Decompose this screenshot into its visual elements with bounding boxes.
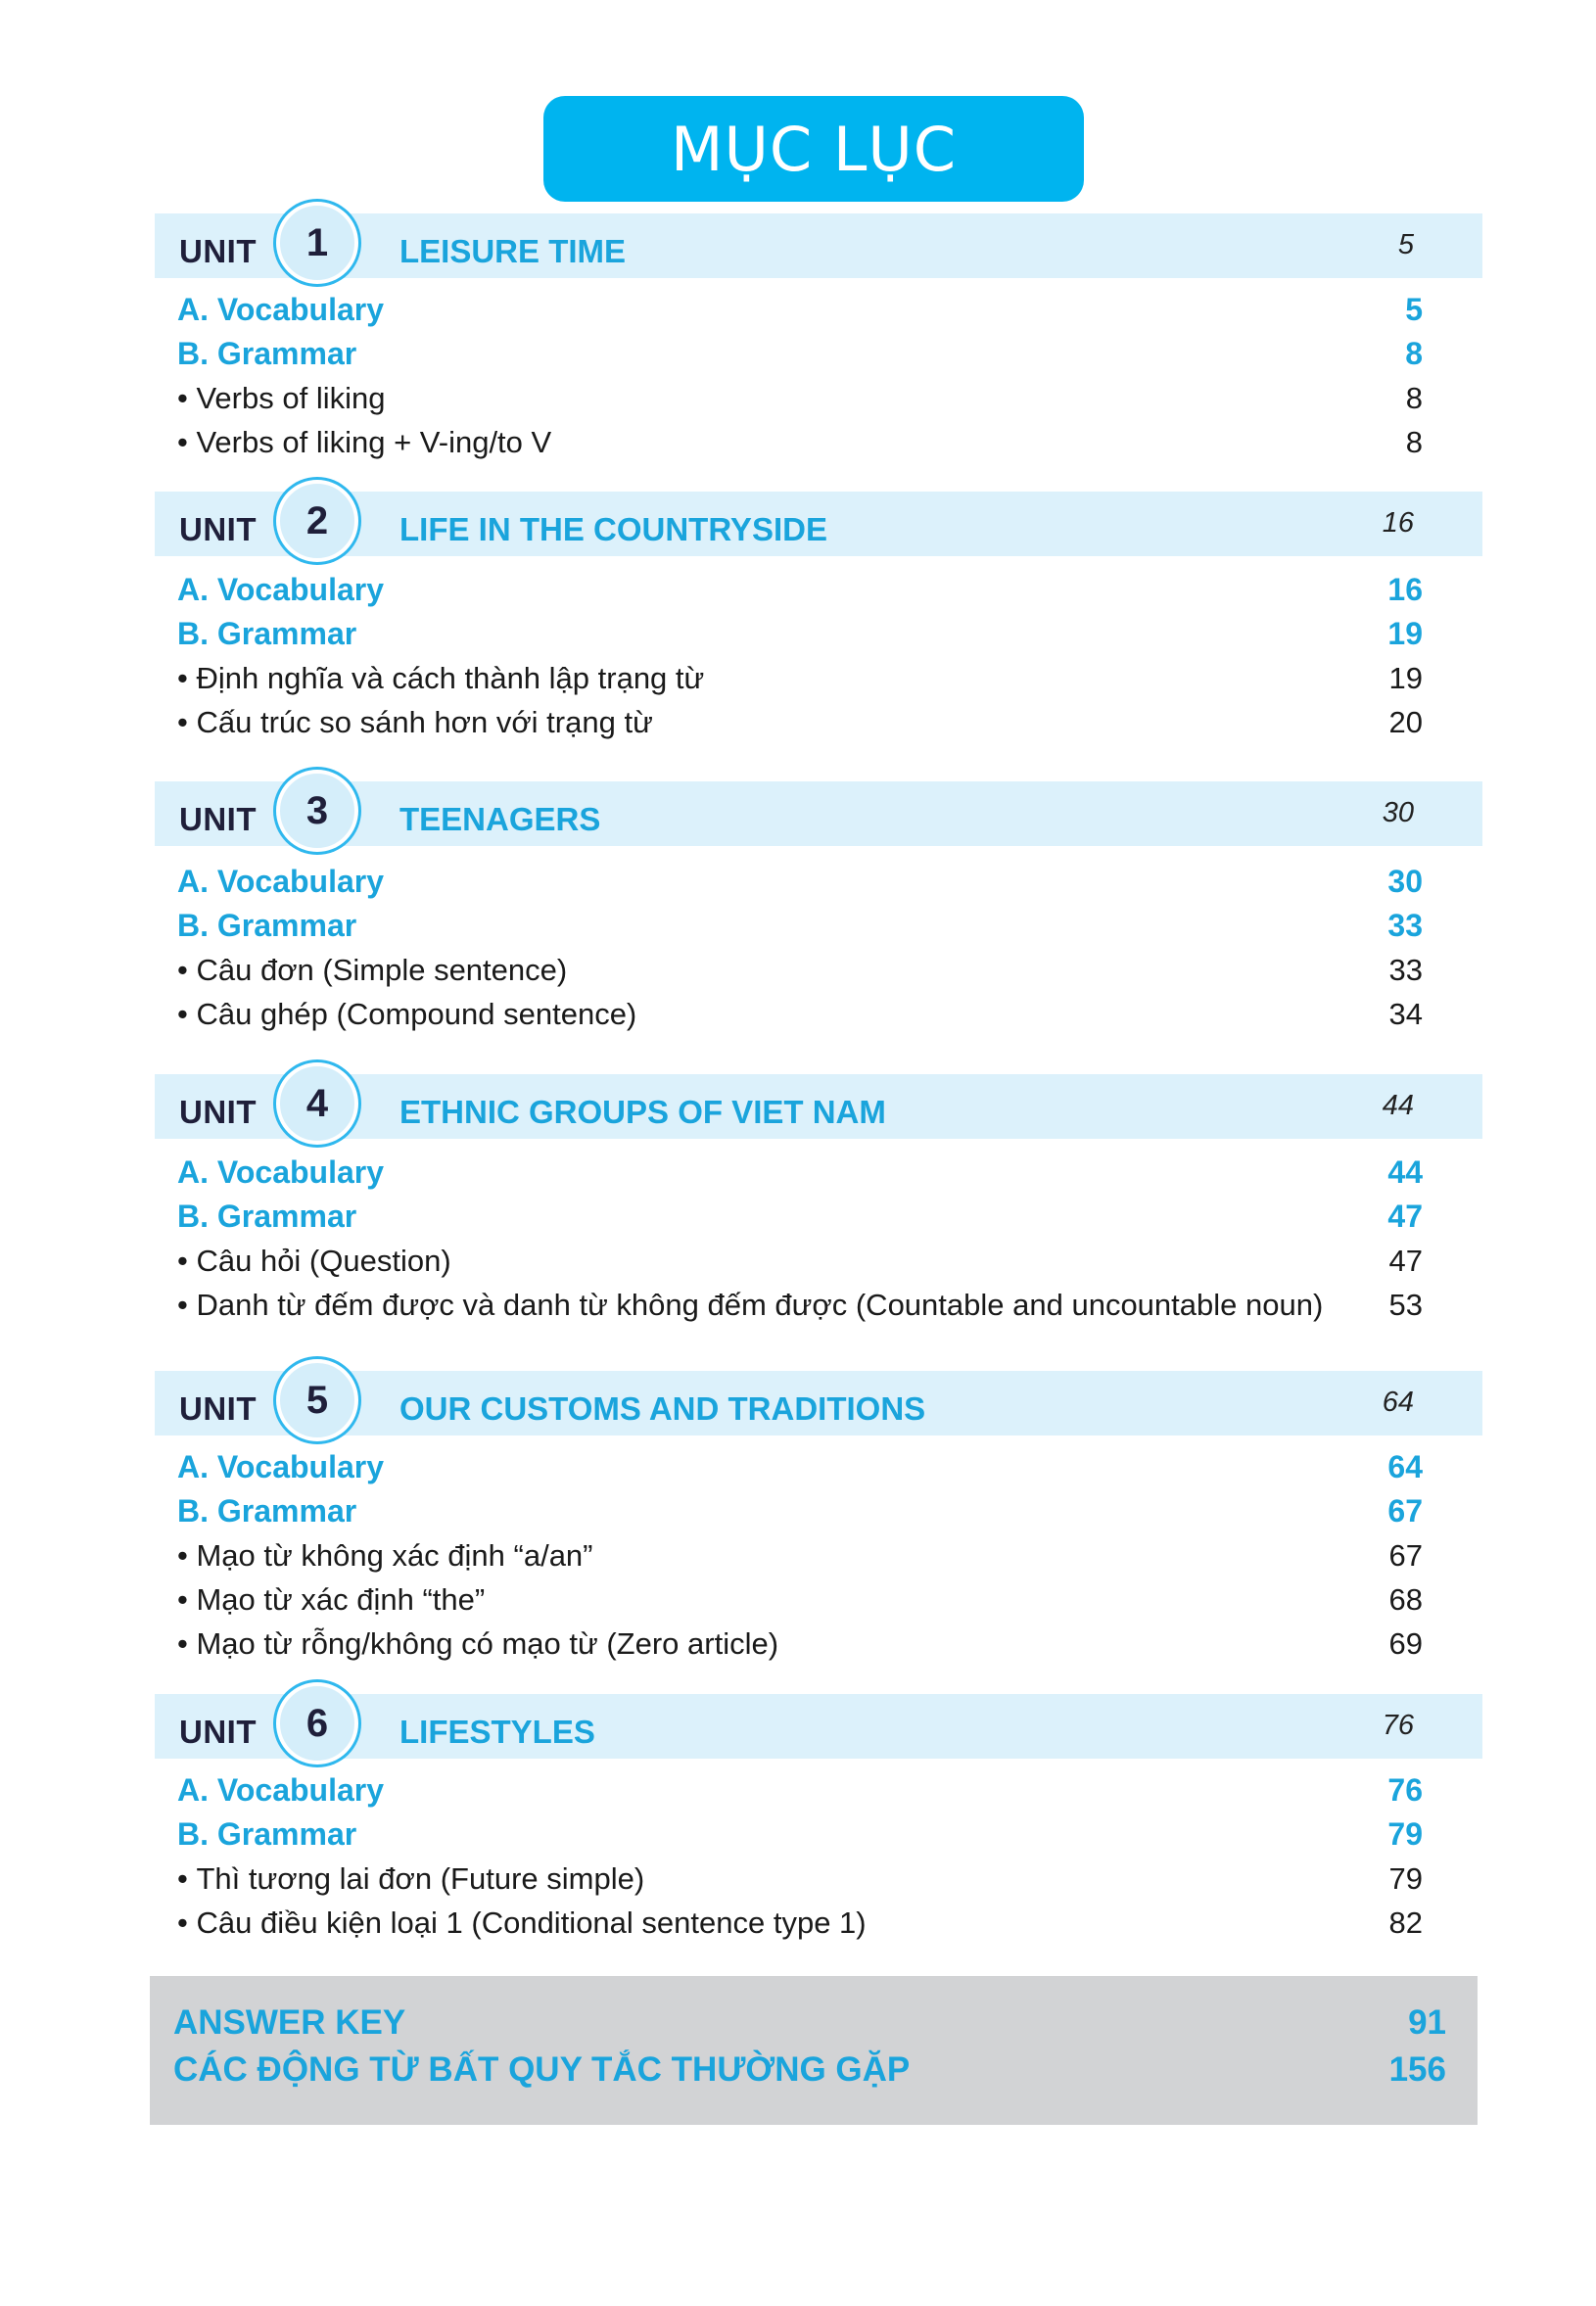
back-matter-box (150, 1976, 1478, 2125)
unit-section (0, 1694, 1596, 1945)
unit-title[interactable]: OUR CUSTOMS AND TRADITIONS (399, 1390, 926, 1427)
entry-label: • Danh từ đếm được và danh từ không đếm được (Countable and uncountable noun) (177, 1288, 1323, 1322)
toc-entry[interactable] (177, 1857, 1423, 1901)
entry-page: 34 (1388, 997, 1423, 1031)
toc-entry-grammar[interactable] (177, 1195, 1423, 1239)
unit-entries (177, 1768, 1423, 1945)
entry-page: 68 (1388, 1582, 1423, 1617)
entry-page: 79 (1388, 1861, 1423, 1896)
unit-number-badge: 6 (276, 1682, 358, 1765)
entry-page: 33 (1388, 953, 1423, 987)
entry-label: A. Vocabulary (177, 572, 385, 607)
entry-page: 5 (1405, 292, 1423, 327)
entry-label: B. Grammar (177, 1816, 357, 1852)
toc-entry-grammar[interactable] (177, 904, 1423, 948)
unit-title[interactable]: LEISURE TIME (399, 233, 627, 269)
unit-header[interactable] (155, 492, 1482, 556)
unit-page-number: 76 (1382, 1710, 1414, 1741)
entry-label: • Câu đơn (Simple sentence) (177, 953, 567, 987)
entry-page: 64 (1387, 1449, 1423, 1484)
entry-label: B. Grammar (177, 1493, 357, 1529)
unit-number-badge: 5 (276, 1359, 358, 1441)
toc-entry[interactable] (177, 1533, 1423, 1577)
unit-label: UNIT (179, 801, 257, 837)
toc-entry[interactable] (177, 992, 1423, 1036)
toc-entry-vocabulary[interactable] (177, 288, 1423, 332)
entry-page: 67 (1387, 1493, 1423, 1529)
toc-entry-grammar[interactable] (177, 1812, 1423, 1857)
entry-label: A. Vocabulary (177, 864, 385, 899)
unit-section (0, 492, 1596, 744)
toc-entry[interactable] (177, 1577, 1423, 1622)
entry-page: 19 (1388, 661, 1423, 695)
entry-page: 8 (1405, 381, 1423, 415)
unit-section (0, 1371, 1596, 1666)
unit-entries (177, 568, 1423, 744)
toc-entry[interactable] (177, 1901, 1423, 1945)
unit-header[interactable] (155, 213, 1482, 278)
entry-label: B. Grammar (177, 336, 357, 371)
toc-entry[interactable] (177, 700, 1423, 744)
unit-entries (177, 860, 1423, 1036)
entry-label: • Mạo từ xác định “the” (177, 1582, 485, 1617)
unit-title[interactable]: TEENAGERS (399, 801, 601, 837)
page-title: MỤC LỤC (543, 96, 1084, 202)
unit-section (0, 1074, 1596, 1327)
unit-number-badge: 3 (276, 770, 358, 852)
toc-entry-grammar[interactable] (177, 612, 1423, 656)
toc-entry[interactable] (177, 420, 1423, 464)
unit-label: UNIT (179, 511, 257, 547)
entry-label: ANSWER KEY (173, 2003, 406, 2042)
unit-entries (177, 1445, 1423, 1666)
toc-entry-grammar[interactable] (177, 1489, 1423, 1533)
entry-page: 91 (1408, 2003, 1446, 2042)
unit-number-badge: 1 (276, 202, 358, 284)
entry-page: 67 (1388, 1538, 1423, 1573)
toc-entry[interactable] (177, 1239, 1423, 1283)
entry-label: • Thì tương lai đơn (Future simple) (177, 1861, 644, 1896)
entry-page: 19 (1387, 616, 1423, 651)
unit-header[interactable] (155, 1694, 1482, 1759)
toc-entry[interactable] (177, 948, 1423, 992)
toc-entry[interactable] (177, 376, 1423, 420)
toc-entry-vocabulary[interactable] (177, 1768, 1423, 1812)
entry-page: 79 (1387, 1816, 1423, 1852)
entry-label: A. Vocabulary (177, 1154, 385, 1190)
entry-page: 16 (1387, 572, 1423, 607)
unit-section (0, 213, 1596, 464)
toc-entry-vocabulary[interactable] (177, 1445, 1423, 1489)
entry-label: • Verbs of liking + V-ing/to V (177, 425, 551, 459)
toc-entry[interactable] (177, 1622, 1423, 1666)
entry-page: 156 (1388, 2050, 1446, 2089)
entry-page: 82 (1388, 1906, 1423, 1940)
toc-entry[interactable] (177, 1283, 1423, 1327)
unit-entries (177, 288, 1423, 464)
entry-page: 8 (1405, 336, 1423, 371)
entry-page: 8 (1405, 425, 1423, 459)
unit-label: UNIT (179, 1714, 257, 1750)
toc-entry-vocabulary[interactable] (177, 1151, 1423, 1195)
entry-label: • Câu điều kiện loại 1 (Conditional sentence type 1) (177, 1906, 867, 1940)
entry-page: 33 (1387, 908, 1423, 943)
entry-page: 20 (1388, 705, 1423, 739)
unit-label: UNIT (179, 233, 257, 269)
unit-header[interactable] (155, 781, 1482, 846)
unit-section (0, 781, 1596, 1036)
toc-entry-answer-key[interactable] (173, 2003, 1446, 2043)
unit-page-number: 30 (1382, 797, 1414, 828)
unit-page-number: 5 (1397, 229, 1414, 260)
unit-number-badge: 4 (276, 1062, 358, 1145)
entry-label: • Cấu trúc so sánh hơn với trạng từ (177, 705, 653, 739)
entry-label: B. Grammar (177, 1199, 357, 1234)
toc-entry[interactable] (177, 656, 1423, 700)
entry-page: 47 (1388, 1244, 1423, 1278)
toc-entry-irregular-verbs[interactable] (173, 2050, 1446, 2090)
entry-label: • Mạo từ không xác định “a/an” (177, 1538, 593, 1573)
entry-label: CÁC ĐỘNG TỪ BẤT QUY TẮC THƯỜNG GẶP (173, 2050, 911, 2089)
unit-page-number: 64 (1382, 1387, 1414, 1418)
entry-page: 30 (1387, 864, 1423, 899)
unit-title[interactable]: LIFE IN THE COUNTRYSIDE (399, 511, 827, 547)
entry-label: A. Vocabulary (177, 1449, 385, 1484)
unit-number-badge: 2 (276, 480, 358, 562)
entry-label: A. Vocabulary (177, 292, 385, 327)
entry-page: 47 (1387, 1199, 1423, 1234)
entry-label: • Verbs of liking (177, 381, 385, 415)
entry-page: 76 (1387, 1772, 1423, 1808)
entry-label: • Mạo từ rỗng/không có mạo từ (Zero article) (177, 1626, 778, 1661)
toc-entry-vocabulary[interactable] (177, 568, 1423, 612)
entry-label: • Câu hỏi (Question) (177, 1244, 451, 1278)
entry-page: 69 (1388, 1626, 1423, 1661)
entry-label: A. Vocabulary (177, 1772, 385, 1808)
entry-page: 44 (1387, 1154, 1423, 1190)
unit-label: UNIT (179, 1094, 257, 1130)
unit-title[interactable]: ETHNIC GROUPS OF VIET NAM (399, 1094, 886, 1130)
unit-header[interactable] (155, 1074, 1482, 1139)
toc-entry-vocabulary[interactable] (177, 860, 1423, 904)
unit-title[interactable]: LIFESTYLES (399, 1714, 595, 1750)
unit-page-number: 16 (1382, 507, 1414, 539)
entry-label: B. Grammar (177, 908, 357, 943)
unit-entries (177, 1151, 1423, 1327)
unit-header[interactable] (155, 1371, 1482, 1435)
toc-entry-grammar[interactable] (177, 332, 1423, 376)
unit-page-number: 44 (1382, 1090, 1414, 1121)
entry-label: • Câu ghép (Compound sentence) (177, 997, 636, 1031)
entry-label: • Định nghĩa và cách thành lập trạng từ (177, 661, 704, 695)
unit-label: UNIT (179, 1390, 257, 1427)
entry-label: B. Grammar (177, 616, 357, 651)
entry-page: 53 (1388, 1288, 1423, 1322)
